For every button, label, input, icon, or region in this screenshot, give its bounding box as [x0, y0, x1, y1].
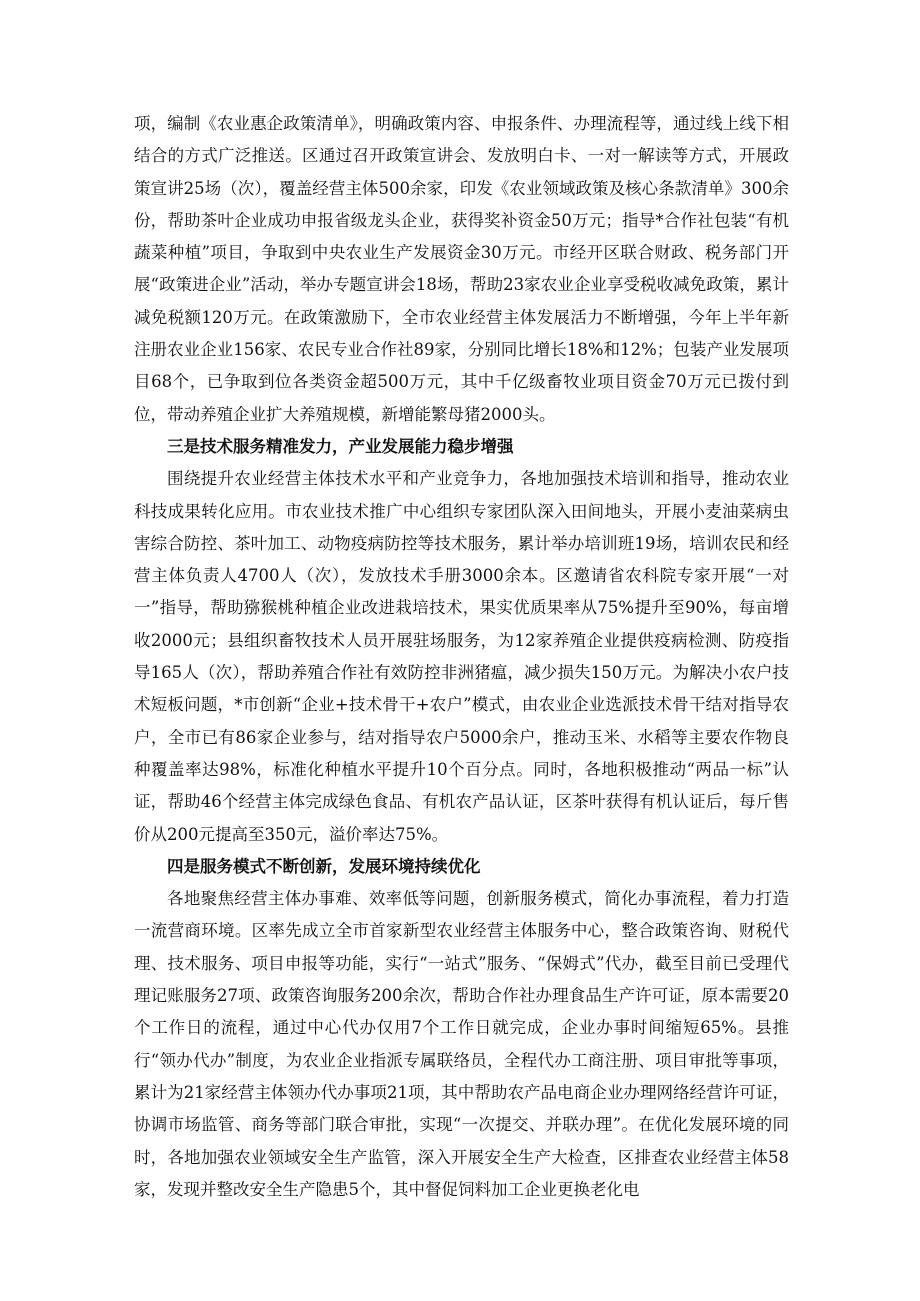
- section-heading-service-innovation: 四是服务模式不断创新，发展环境持续优化: [167, 856, 481, 876]
- paragraph-policy-promotion: 项，编制《农业惠企政策清单》，明确政策内容、申报条件、办理流程等，通过线上线下相结合的方式广泛推送。区通过召开政策宣讲会、发放明白卡、一对一解读等方式，开展政策宣讲25场（次），覆盖经营主体500余家，印发《农业领域政策及核心条款清单》300余份，帮助茶叶企业成功申报省级龙头企业，获得奖补资金50万元；指导*合作社包装“有机蔬菜种植”项目，争取到中央农业生产发展资金30万元。市经开区联合财政、税务部门开展“政策进企业”活动，举办专题宣讲会18场，帮助23家农业企业享受税收减免政策，累计减免税额120万元。在政策激励下，全市农业经营主体发展活力不断增强，今年上半年新注册农业企业156家、农民专业合作社89家，分别同比增长18%和12%；包装产业发展项目68个，已争取到位各类资金超500万元，其中千亿级畜牧业项目资金70万元已拨付到位，带动养殖企业扩大养殖规模，新增能繁母猪2000头。: [134, 114, 789, 424]
- document-body: [134, 108, 789, 1206]
- paragraph-service-innovation: 各地聚焦经营主体办事难、效率低等问题，创新服务模式，简化办事流程，着力打造一流营商环境。区率先成立全市首家新型农业经营主体服务中心，整合政策咨询、财税代理、技术服务、项目申报等功能，实行“一站式”服务、“保姆式”代办，截至目前已受理代理记账服务27项、政策咨询服务200余次，帮助合作社办理食品生产许可证，原本需要20个工作日的流程，通过中心代办仅用7个工作日就完成，企业办事时间缩短65%。县推行“领办代办”制度，为农业企业指派专属联络员，全程代办工商注册、项目审批等事项，累计为21家经营主体领办代办事项21项，其中帮助农产品电商企业办理网络经营许可证，协调市场监管、商务等部门联合审批，实现“一次提交、并联办理”。在优化发展环境的同时，各地加强农业领域安全生产监管，深入开展安全生产大检查，区排查农业经营主体58家，发现并整改安全生产隐患5个，其中督促饲料加工企业更换老化电: [134, 889, 789, 1199]
- section-heading-tech-services: 三是技术服务精准发力，产业发展能力稳步增强: [167, 436, 514, 456]
- paragraph-tech-services: 围绕提升农业经营主体技术水平和产业竞争力，各地加强技术培训和指导，推动农业科技成果转化应用。市农业技术推广中心组织专家团队深入田间地头，开展小麦油菜病虫害综合防控、茶叶加工、动物疫病防控等技术服务，累计举办培训班19场，培训农民和经营主体负责人4700人（次），发放技术手册3000余本。区邀请省农科院专家开展“一对一”指导，帮助猕猴桃种植企业改进栽培技术，果实优质果率从75%提升至90%，每亩增收2000元；县组织畜牧技术人员开展驻场服务，为12家养殖企业提供疫病检测、防疫指导165人（次），帮助养殖合作社有效防控非洲猪瘟，减少损失150万元。为解决小农户技术短板问题，*市创新“企业+技术骨干+农户”模式，由农业企业选派技术骨干结对指导农户，全市已有86家企业参与，结对指导农户5000余户，推动玉米、水稻等主要农作物良种覆盖率达98%，标准化种植水平提升10个百分点。同时，各地积极推动“两品一标”认证，帮助46个经营主体完成绿色食品、有机农产品认证，区茶叶获得有机认证后，每斤售价从200元提高至350元，溢价率达75%。: [134, 469, 789, 844]
